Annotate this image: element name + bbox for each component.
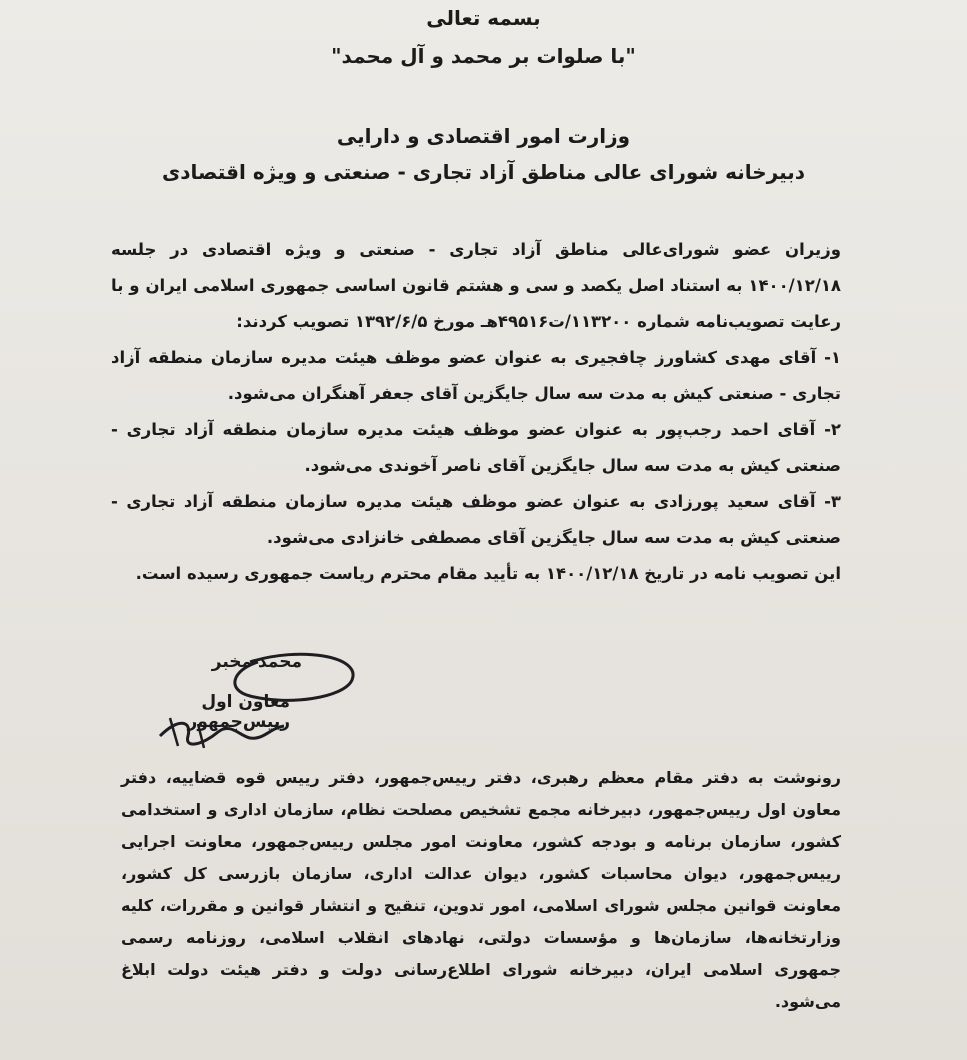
decree-item-1: ۱- آقای مهدی کشاورز چافجیری به عنوان عضو موظف هیئت مدیره سازمان منطقه آزاد تجاری - صنعتی کیش به مدت سه سال جایگزین آقای جعفر آهنگران می‌شود. bbox=[111, 348, 841, 403]
salawat-heading: "با صلوات بر محمد و آل محمد" bbox=[331, 44, 636, 68]
decree-body bbox=[111, 232, 841, 592]
secretariat-heading: دبیرخانه شورای عالی مناطق آزاد تجاری - صنعتی و ویژه اقتصادی bbox=[161, 160, 806, 184]
decree-item-3: ۳- آقای سعید پورزادی به عنوان عضو موظف هیئت مدیره سازمان منطقه آزاد تجاری - صنعتی کیش به مدت سه سال جایگزین آقای مصطفی خانزادی می‌شود. bbox=[111, 492, 841, 547]
decree-item-2: ۲- آقای احمد رجب‌پور به عنوان عضو موظف هیئت مدیره سازمان منطقه آزاد تجاری - صنعتی کیش به مدت سه سال جایگزین آقای ناصر آخوندی می‌شود. bbox=[111, 420, 841, 475]
ministry-heading: وزارت امور اقتصادی و دارایی bbox=[336, 124, 631, 148]
signature-block bbox=[100, 640, 360, 760]
decree-intro: وزیران عضو شورای‌عالی مناطق آزاد تجاری - صنعتی و ویژه اقتصادی در جلسه ۱۴۰۰/۱۲/۱۸ به استناد اصل یکصد و سی و هشتم قانون اساسی جمهوری اسلامی ایران و با رعایت تصویب‌نامه شماره ۱۱۳۲۰۰/ت۴۹۵۱۶هـ مورخ ۱۳۹۲/۶/۵ تصویب کردند: bbox=[111, 240, 841, 331]
distribution-list: رونوشت به دفتر مقام معظم رهبری، دفتر رییس‌جمهور، دفتر رییس قوه قضاییه، دفتر معاون اول رییس‌جمهور، دبیرخانه مجمع تشخیص مصلحت نظام، سازمان اداری و استخدامی کشور، سازمان برنامه و بودجه کشور، معاونت امور مجلس رییس‌جمهور، معاونت اجرایی رییس‌جمهور، دیوان محاسبات کشور، دیوان عدالت اداری، سازمان بازرسی کل کشور، معاونت قوانین مجلس شورای اسلامی، امور تدوین، تنقیح و انتشار قوانین و مقررات، کلیه وزارتخانه‌ها، سازمان‌ها و مؤسسات دولتی، نهادهای انقلاب اسلامی، روزنامه رسمی جمهوری اسلامی ایران، دبیرخانه شورای اطلاع‌رسانی دولت و دفتر هیئت دولت ابلاغ می‌شود. bbox=[121, 768, 841, 1011]
signatory-name: محمد مخبر bbox=[211, 652, 302, 672]
signatory-title: معاون اول رییس‌جمهور bbox=[187, 692, 290, 732]
decree-approval: این تصویب نامه در تاریخ ۱۴۰۰/۱۲/۱۸ به تأیید مقام محترم ریاست جمهوری رسیده است. bbox=[135, 564, 841, 583]
basmala-heading: بسمه تعالی bbox=[426, 6, 541, 30]
